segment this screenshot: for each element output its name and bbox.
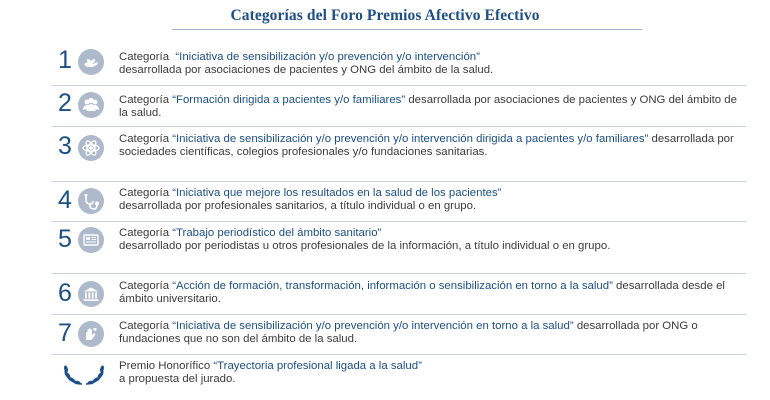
category-text [119, 280, 744, 306]
category-6 [52, 278, 752, 312]
category-name: “Iniciativa de sensibilización y/o prevención y/o intervención en torno a la salud” [172, 320, 574, 332]
divider [52, 354, 746, 355]
category-number: 5 [58, 225, 72, 253]
category-3 [52, 131, 752, 179]
category-prefix: Categoría [119, 51, 170, 63]
category-number: 1 [58, 46, 72, 74]
category-text [119, 51, 744, 77]
honorary-award [52, 358, 752, 392]
category-prefix: Categoría [119, 133, 170, 145]
laurel-wreath-icon [58, 360, 110, 388]
atom-icon [78, 135, 104, 161]
title-underline [172, 29, 642, 30]
divider [52, 85, 746, 86]
category-7 [52, 318, 752, 352]
honorary-name: “Trayectoria profesional ligada a la salud” [213, 360, 422, 372]
category-1 [52, 47, 752, 81]
category-5 [52, 225, 752, 271]
category-name: “Iniciativa de sensibilización y/o prevención y/o intervención dirigida a pacientes y/o familiares” [172, 133, 649, 145]
category-name: “Trabajo periodístico del ámbito sanitario” [172, 227, 382, 239]
honorary-prefix: Premio Honorífico [119, 360, 211, 372]
category-name: “Acción de formación, transformación, información o sensibilización en torno a la salud” [172, 280, 613, 292]
category-name: “Iniciativa que mejore los resultados en la salud de los pacientes” [172, 187, 502, 199]
heart-hand-icon [78, 49, 104, 75]
category-text [119, 133, 744, 159]
category-text [119, 320, 744, 346]
category-prefix: Categoría [119, 227, 170, 239]
category-description: desarrollada por ONG o fundaciones que no son del ámbito de la salud. [119, 320, 698, 346]
divider [52, 314, 746, 315]
stethoscope-icon [78, 188, 104, 214]
category-description: desarrollado por periodistas u otros profesionales de la información, a título individual o en grupo. [119, 240, 611, 253]
category-number: 3 [58, 132, 72, 160]
divider [52, 221, 746, 222]
category-description: desarrollada por asociaciones de pacientes y ONG del ámbito de la salud. [119, 94, 737, 120]
category-text [119, 94, 744, 120]
category-4 [52, 185, 752, 219]
category-number: 6 [58, 279, 72, 307]
category-number: 4 [58, 186, 72, 214]
category-name: “Formación dirigida a pacientes y/o familiares” [172, 94, 406, 106]
category-description: desarrollada por asociaciones de pacientes y ONG del ámbito de la salud. [119, 64, 494, 77]
divider [52, 181, 746, 182]
category-prefix: Categoría [119, 94, 170, 106]
university-icon [78, 281, 104, 307]
category-name: “Iniciativa de sensibilización y/o prevención y/o intervención” [175, 51, 480, 63]
people-group-icon [78, 92, 104, 118]
category-prefix: Categoría [119, 280, 170, 292]
category-prefix: Categoría [119, 187, 170, 199]
category-2 [52, 90, 752, 124]
category-description: desarrollada por profesionales sanitarios, a título individual o en grupo. [119, 200, 477, 213]
hand-heart-icon [78, 321, 104, 347]
category-prefix: Categoría [119, 320, 170, 332]
category-text [119, 187, 744, 213]
category-number: 2 [58, 89, 72, 117]
divider [52, 273, 746, 274]
newspaper-icon [78, 227, 104, 253]
page-title: Categorías del Foro Premios Afectivo Efectivo [230, 7, 540, 24]
honorary-text [119, 360, 744, 386]
category-number: 7 [58, 319, 72, 347]
category-text [119, 227, 744, 253]
category-description: desarrollada desde el ámbito universitario. [119, 280, 725, 306]
category-description: desarrollada por sociedades científicas, colegios profesionales y/o fundaciones sanitarias. [119, 133, 734, 159]
honorary-description: a propuesta del jurado. [119, 373, 236, 386]
divider [52, 126, 746, 127]
